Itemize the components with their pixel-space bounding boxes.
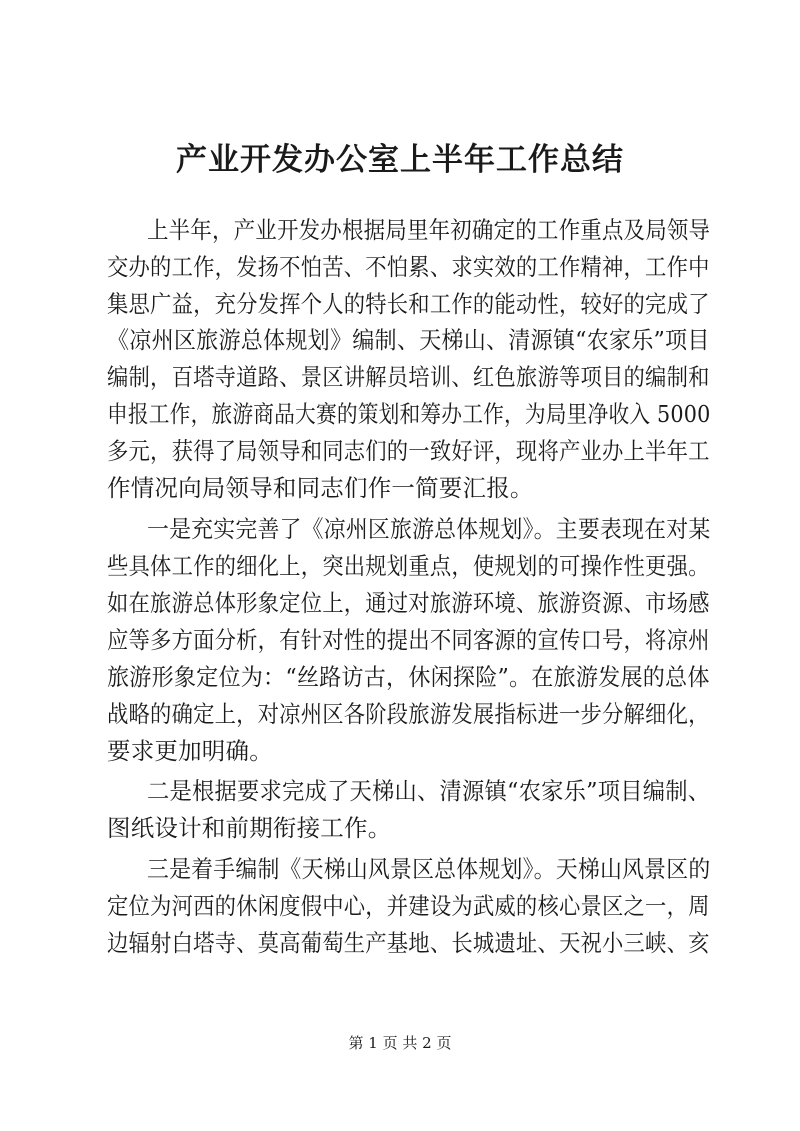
- paragraph-line: 上半年，产业开发办根据局里年初确定的工作重点及局领导: [147, 216, 711, 244]
- paragraph-line: 《凉州区旅游总体规划》编制、天梯山、清源镇“农家乐”项目: [107, 326, 710, 354]
- paragraph-line: 应等多方面分析，有针对性的提出不同客源的宣传口号，将凉州: [107, 626, 710, 654]
- paragraph-line: 边辐射白塔寺、莫高葡萄生产基地、长城遗址、天祝小三峡、亥: [107, 929, 710, 957]
- paragraph-line: 编制，百塔寺道路、景区讲解员培训、红色旅游等项目的编制和: [107, 363, 710, 391]
- paragraph-line: 定位为河西的休闲度假中心，并建设为武威的核心景区之一，周: [107, 892, 710, 920]
- paragraph-line: 图纸设计和前期衔接工作。: [107, 814, 392, 842]
- paragraph-line: 作情况向局领导和同志们作一简要汇报。: [107, 474, 534, 502]
- paragraph-line: 集思广益，充分发挥个人的特长和工作的能动性，较好的完成了: [107, 290, 710, 318]
- paragraph-line: 交办的工作，发扬不怕苦、不怕累、求实效的工作精神，工作中: [107, 253, 710, 281]
- paragraph-line: 三是着手编制《天梯山风景区总体规划》。天梯山风景区的: [147, 855, 711, 883]
- paragraph-line: 些具体工作的细化上，突出规划重点，使规划的可操作性更强。: [107, 552, 710, 580]
- paragraph-line: 战略的确定上，对凉州区各阶段旅游发展指标进一步分解细化，: [107, 700, 710, 728]
- paragraph-line: 二是根据要求完成了天梯山、清源镇“农家乐”项目编制、: [147, 777, 711, 805]
- paragraph-line: 旅游形象定位为：“丝路访古，休闲探险”。在旅游发展的总体: [107, 663, 710, 691]
- document-title: 产业开发办公室上半年工作总结: [176, 142, 624, 178]
- paragraph-line: 要求更加明确。: [107, 737, 273, 765]
- paragraph-line: 多元，获得了局领导和同志们的一致好评，现将产业办上半年工: [107, 437, 710, 465]
- paragraph-line: 一是充实完善了《凉州区旅游总体规划》。主要表现在对某: [147, 515, 711, 543]
- page-number: 第 1 页 共 2 页: [348, 1034, 452, 1052]
- paragraph-line: 申报工作，旅游商品大赛的策划和筹办工作，为局里净收入 5000: [107, 400, 711, 428]
- paragraph-line: 如在旅游总体形象定位上，通过对旅游环境、旅游资源、市场感: [107, 589, 710, 617]
